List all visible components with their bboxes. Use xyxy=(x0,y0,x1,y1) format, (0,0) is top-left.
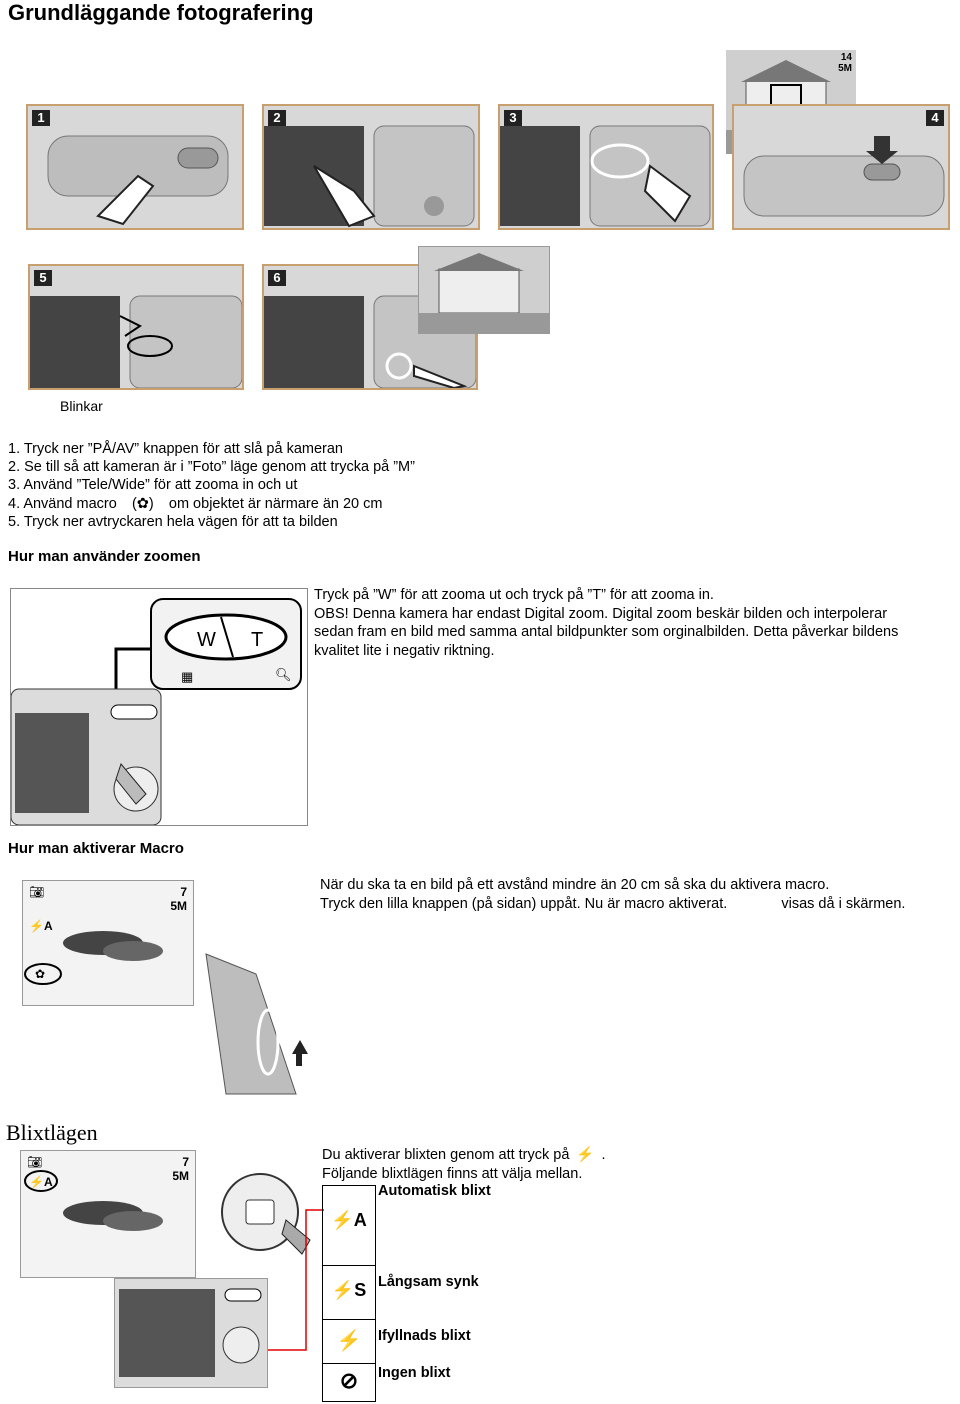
flash-mode-row xyxy=(323,1186,376,1266)
flash-fill-icon: ⚡ xyxy=(336,1330,362,1352)
flash-mode-label-auto: Automatisk blixt xyxy=(378,1183,491,1199)
flash-line-2: Följande blixtlägen finns att välja mellan. xyxy=(322,1165,583,1182)
macro-flower-icon: ✿ xyxy=(35,967,46,981)
flash-mode-label-slow-sync: Långsam synk xyxy=(378,1274,479,1290)
flash-line-1a: Du aktiverar blixten genom att tryck på xyxy=(322,1147,570,1163)
image-size: 5M xyxy=(172,1169,189,1183)
flash-modes-table xyxy=(322,1185,376,1402)
flash-pointer-line xyxy=(266,1200,326,1360)
house-photo xyxy=(419,247,549,333)
zoom-line-3: sedan fram en bild med samma antal bildpunkter som orginalbilden. Detta påverkar bildens xyxy=(314,624,899,640)
camera-zoom-button-illustration xyxy=(11,589,307,825)
step-panel-2 xyxy=(262,104,480,230)
flash-mode-row xyxy=(323,1266,376,1320)
macro-flower-icon: (✿) xyxy=(131,495,154,512)
macro-side-camera xyxy=(196,944,312,1104)
step-5-text: 5. Tryck ner avtryckaren hela vägen för att ta bilden xyxy=(8,513,338,530)
camera-mode-icon: 📷︎ xyxy=(29,885,45,899)
zoom-line-4: kvalitet lite i negativ riktning. xyxy=(314,642,495,659)
step-number: 5 xyxy=(34,270,52,286)
shot-count: 7 xyxy=(180,885,187,899)
camera-side-illustration xyxy=(196,944,312,1104)
step-1-text: 1. Tryck ner ”PÅ/AV” knappen för att slå på kameran xyxy=(8,441,343,457)
flash-line-1b: . xyxy=(601,1147,606,1163)
flash-heading: Blixtlägen xyxy=(6,1120,98,1145)
camera-zoom-illustration xyxy=(500,106,712,228)
step-number: 6 xyxy=(268,270,286,286)
macro-heading: Hur man aktiverar Macro xyxy=(8,840,184,857)
step-2-text: 2. Se till så att kameran är i ”Foto” läge genom att trycka på ”M” xyxy=(8,459,415,476)
step-number: 2 xyxy=(268,110,286,126)
camera-back-illustration xyxy=(264,106,478,228)
wide-grid-icon: ▦ xyxy=(181,669,194,684)
camera-mode-icon: 📷︎ xyxy=(27,1155,43,1169)
camera-top-illustration xyxy=(28,106,242,228)
flash-icon: ⚡ xyxy=(576,1147,595,1163)
image-size: 5M xyxy=(838,63,852,74)
step-panel-4 xyxy=(732,104,950,230)
macro-lcd-screen xyxy=(22,880,194,1006)
macro-text xyxy=(320,876,905,913)
step-panel-5 xyxy=(28,264,244,390)
step-panel-3 xyxy=(498,104,714,230)
flash-mode-row xyxy=(323,1364,376,1402)
zoom-t-label: T xyxy=(251,629,264,651)
shot-count: 14 xyxy=(840,52,852,63)
steps-list xyxy=(8,440,415,531)
zoom-illustration xyxy=(10,588,308,826)
zoom-heading: Hur man använder zoomen xyxy=(8,548,201,565)
step-4-row xyxy=(8,495,415,513)
flash-lcd-screen xyxy=(20,1150,196,1278)
macro-line-1: När du ska ta en bild på ett avstånd mindre än 20 cm så ska du aktivera macro. xyxy=(320,877,830,893)
flash-off-icon: ⊘ xyxy=(339,1368,359,1393)
zoom-w-label: W xyxy=(197,629,216,651)
flash-auto-icon: ⚡A xyxy=(29,919,53,933)
macro-line-2a: Tryck den lilla knappen (på sidan) uppåt. Nu är macro aktiverat. xyxy=(320,895,728,912)
page-title: Grundläggande fotografering xyxy=(8,0,314,25)
macro-line-2b: visas då i skärmen. xyxy=(781,895,906,912)
shot-count: 7 xyxy=(182,1155,189,1169)
zoom-text xyxy=(314,586,898,660)
step-number: 4 xyxy=(926,110,944,126)
camera-flash-indicator-illustration xyxy=(30,266,242,388)
step-number: 1 xyxy=(32,110,50,126)
flash-camera-back xyxy=(114,1278,268,1388)
image-size: 5M xyxy=(170,899,187,913)
flash-slow-sync-icon: ⚡S xyxy=(331,1280,367,1300)
ducks-photo xyxy=(23,881,193,1005)
tele-magnifier-icon: 🔍︎ xyxy=(275,667,292,682)
step-4-text-a: 4. Använd macro xyxy=(8,495,117,512)
flash-mode-label-fill: Ifyllnads blixt xyxy=(378,1328,471,1344)
flash-mode-label-off: Ingen blixt xyxy=(378,1365,451,1381)
blinkar-caption: Blinkar xyxy=(60,398,103,414)
flash-auto-icon: ⚡A xyxy=(331,1210,367,1230)
photo-house-preview xyxy=(418,246,550,334)
flash-auto-icon: ⚡A xyxy=(29,1175,53,1189)
step-panel-1 xyxy=(26,104,244,230)
step-4-text-b: om objektet är närmare än 20 cm xyxy=(168,495,383,512)
ducks-photo xyxy=(21,1151,195,1277)
zoom-line-1: Tryck på ”W” för att zooma ut och tryck på ”T” för att zooma in. xyxy=(314,587,714,603)
flash-text xyxy=(322,1146,606,1183)
camera-back-illustration xyxy=(115,1279,267,1387)
zoom-line-2: OBS! Denna kamera har endast Digital zoom. Digital zoom beskär bilden och interpolerar xyxy=(314,605,888,622)
camera-shutter-illustration xyxy=(734,106,948,228)
step-number: 3 xyxy=(504,110,522,126)
flash-mode-row xyxy=(323,1320,376,1364)
step-3-text: 3. Använd ”Tele/Wide” för att zooma in och ut xyxy=(8,477,298,494)
